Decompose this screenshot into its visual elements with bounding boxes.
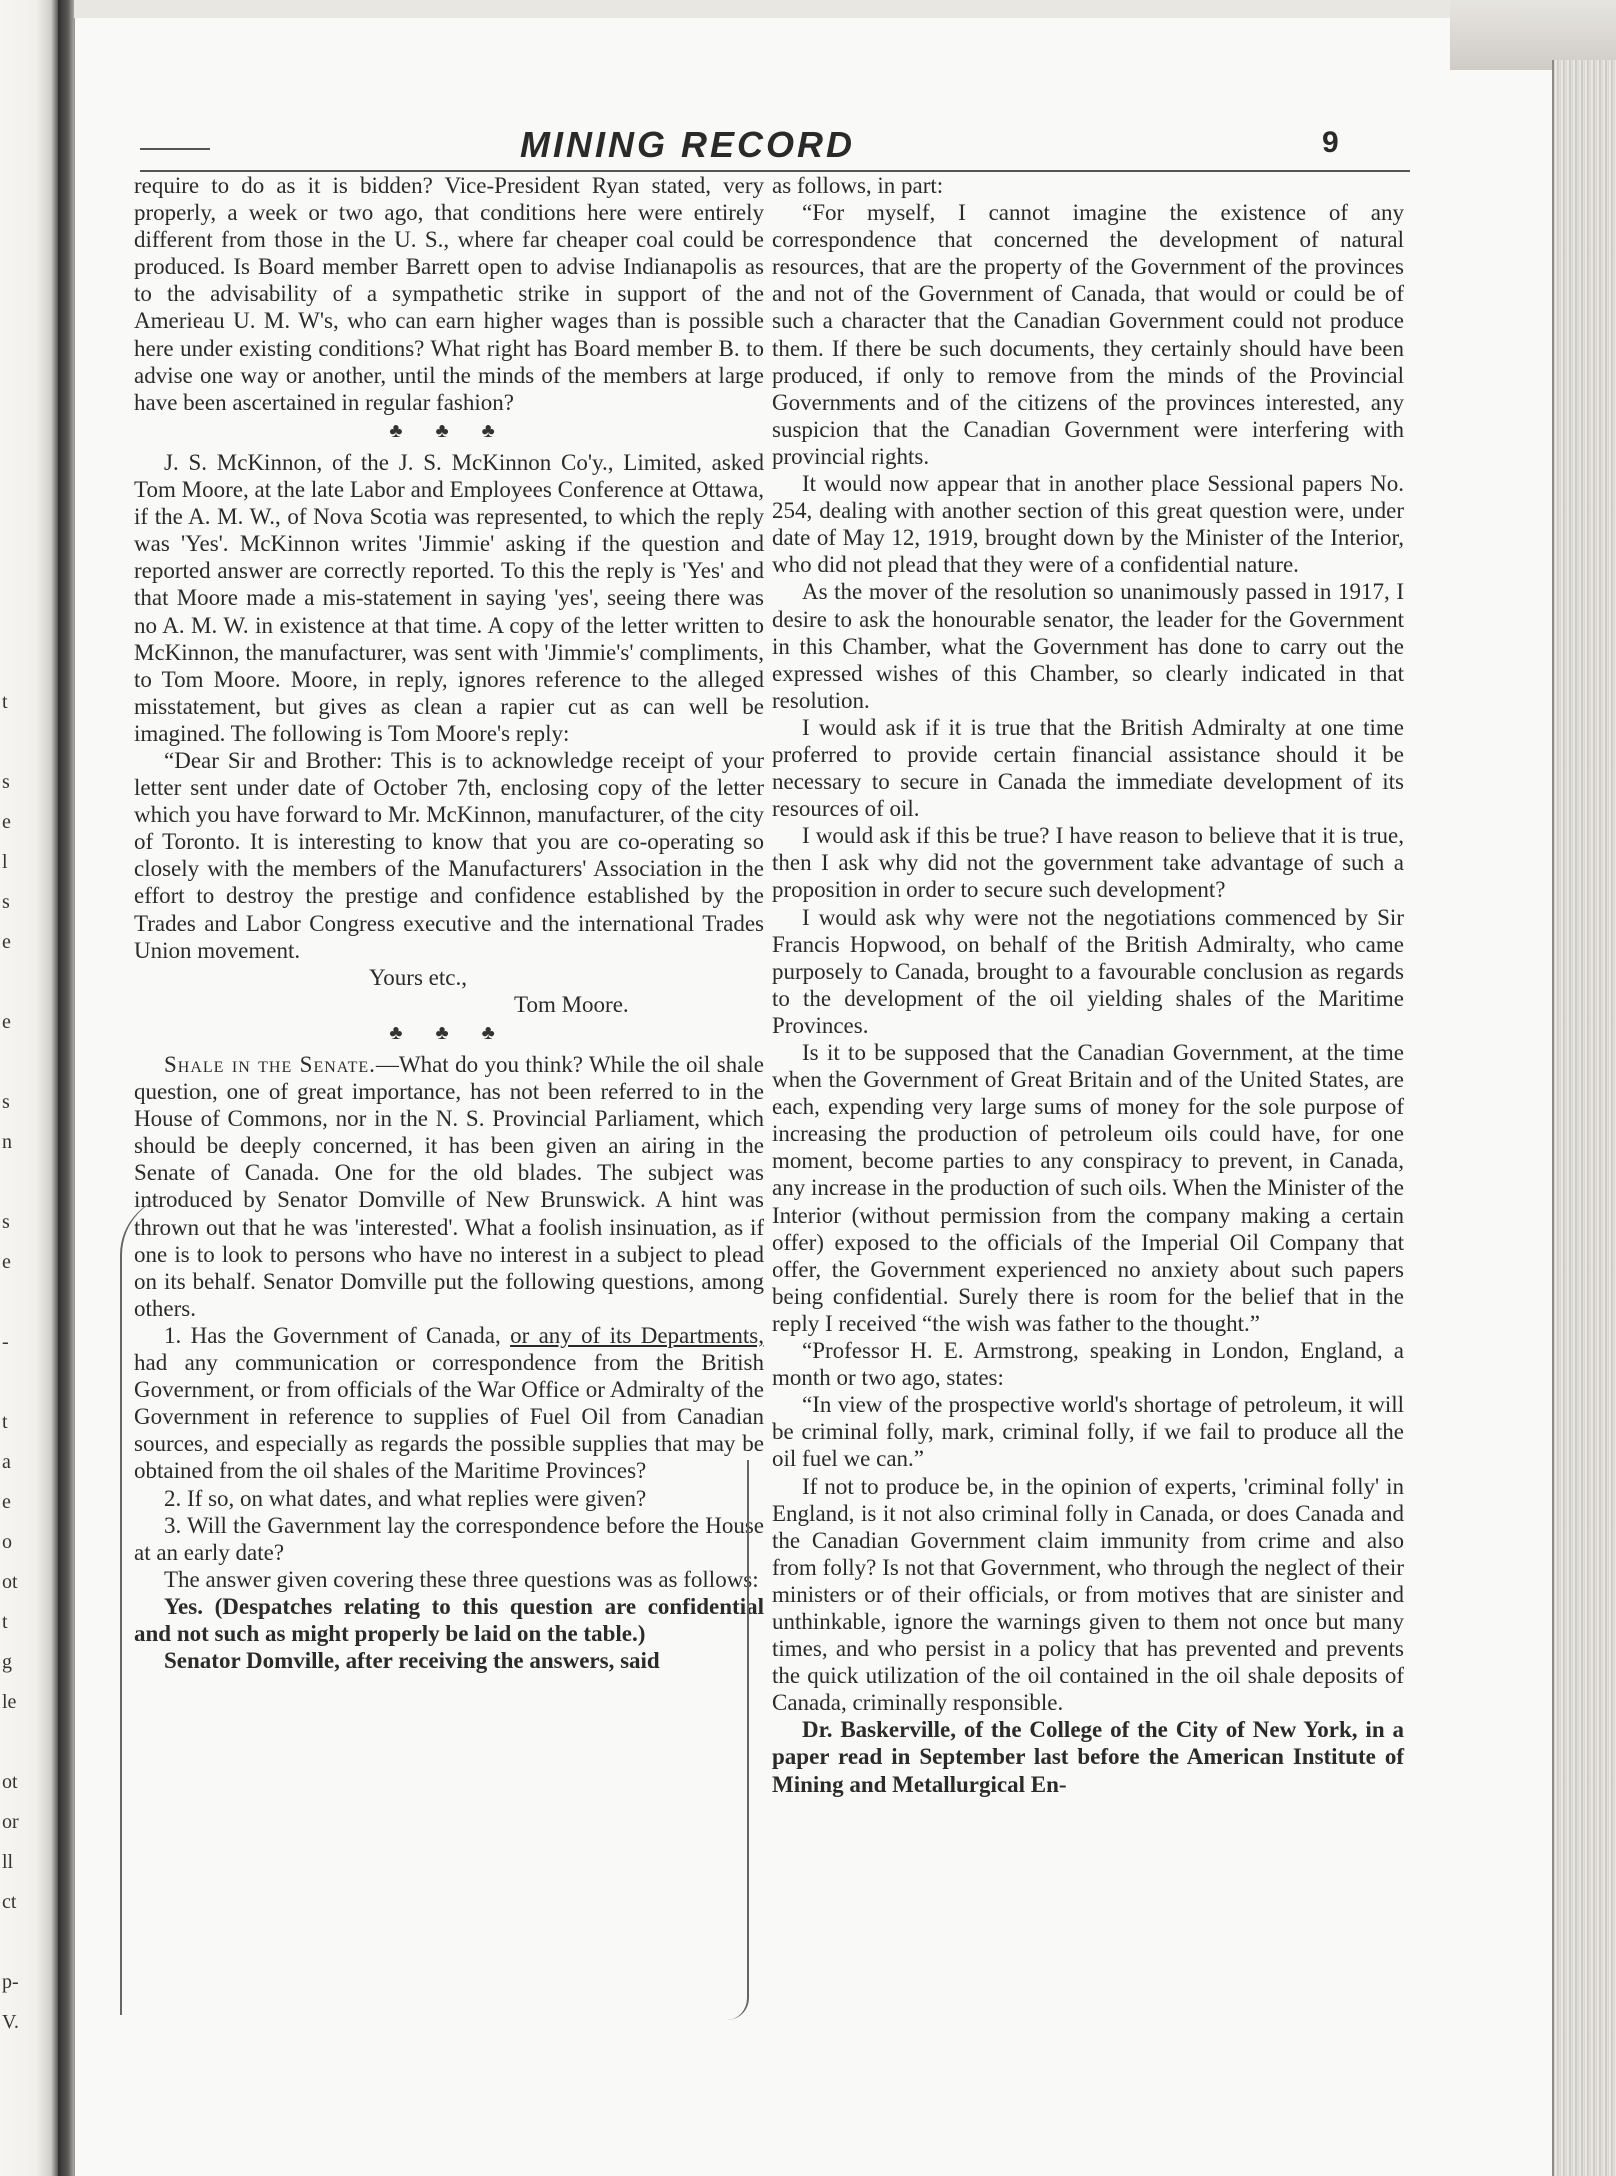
paragraph-quote: “In view of the prospective world's shortage of petroleum, it will be criminal folly, mark, criminal folly, if we fail to produce all the oil fuel we can.” <box>772 1392 1404 1472</box>
left-column <box>134 172 764 1674</box>
answer-intro: The answer given covering these three questions was as follows: <box>164 1566 759 1592</box>
facing-page-fragment: s <box>2 1211 10 1233</box>
domville-remarks-intro: Senator Domville, after receiving the answers, said <box>164 1648 660 1674</box>
question-1 <box>134 1322 764 1485</box>
facing-page-fragment: le <box>2 1691 17 1713</box>
facing-page-fragment: s <box>2 771 10 793</box>
facing-page-fragment: e <box>2 1251 11 1273</box>
paragraph-conspiracy: Is it to be supposed that the Canadian Government, at the time when the Government of Great Britain and of the United States, are each, expending very large sums of money for the sole purpose of increasing the production of petroleum oils could have, for one moment, become parties to any conspiracy to prevent, in Canada, any increase in the production of such oils. When the Minister of the Interior (without permission from the company making a certain offer) exposed to the officials of the Imperial Oil Company that offer, the Government experienced no anxiety about such papers being confidential. Surely there is room for the belief that in the reply I received “the wish was father to the thought.” <box>772 1040 1404 1336</box>
facing-page-edge <box>0 0 60 2176</box>
facing-page-fragment: n <box>2 1131 12 1153</box>
paragraph-resolution: As the mover of the resolution so unanimously passed in 1917, I desire to ask the honourable senator, the leader for the Government in this Chamber, what the Government has done to carry out the expressed wishes of this Chamber, so clearly indicated in that resolution. <box>772 579 1404 713</box>
facing-page-fragment: t <box>2 1611 8 1633</box>
page-stack-edge <box>1552 60 1616 2176</box>
question-2: 2. If so, on what dates, and what replies were given? <box>164 1485 647 1511</box>
section-ornament: ♣ ♣ ♣ <box>389 419 509 442</box>
running-head-dash <box>140 148 210 150</box>
facing-page-fragment: a <box>2 1451 11 1473</box>
facing-page-fragment: e <box>2 811 11 833</box>
facing-page-fragment: ct <box>2 1891 17 1913</box>
section-ornament: ♣ ♣ ♣ <box>389 1021 509 1044</box>
facing-page-fragment: V. <box>2 2011 19 2033</box>
facing-page-fragment: o <box>2 1531 12 1553</box>
answer-text: Yes. (Despatches relating to this question are confidential and not such as might properly be laid on the table.) <box>134 1593 764 1646</box>
facing-page-fragment: ot <box>2 1771 18 1793</box>
facing-page-fragment: e <box>2 931 11 953</box>
section-heading: Shale in the Senate. <box>164 1052 376 1077</box>
paragraph-if-true: I would ask if this be true? I have reason to believe that it is true, then I ask why did not the government take advantage of such a proposition in order to secure such development? <box>772 823 1404 903</box>
facing-page-fragment: - <box>2 1331 9 1353</box>
question-1-underlined: or any of its Departments, <box>510 1322 764 1348</box>
facing-page-fragment: g <box>2 1651 12 1673</box>
facing-page-fragment: p- <box>2 1971 19 1993</box>
facing-page-fragment: e <box>2 1011 11 1033</box>
facing-page-fragment: l <box>2 851 8 873</box>
paragraph-correspondence: “For myself, I cannot imagine the existence of any correspondence that concerned the development of natural resources, that are the property of the Government of the provinces and not of the Government of Canada, that would or could be of such a character that the Canadian Government could not produce them. If there be such documents, they certainly should have been produced, if only to remove from the minds of the Provincial Governments and of the citizens of the provinces interested, any suspicion that the Canadian Government were interfering with provincial rights. <box>772 200 1404 469</box>
paragraph-sessional-papers: It would now appear that in another place Sessional papers No. 254, dealing with another section of this great question were, under date of May 12, 1919, brought down by the Minister of the Interior, who did not plead that they were of a confidential nature. <box>772 471 1404 578</box>
journal-title: MINING RECORD <box>520 124 855 165</box>
facing-page-fragment: s <box>2 1091 10 1113</box>
paragraph-hopwood: I would ask why were not the negotiations commenced by Sir Francis Hopwood, on behalf of the British Admiralty, who came purposely to Canada, brought to a favourable conclusion as regards to the development of the oil yielding shales of the Maritime Provinces. <box>772 904 1404 1038</box>
facing-page-fragment: ot <box>2 1571 18 1593</box>
paragraph-criminal-folly: If not to produce be, in the opinion of experts, 'criminal folly' in England, is it not also criminal folly in Canada, or does Canada and the Canadian Government claim immunity from crime and also from folly? Is not that Government, who through the neglect of their ministers or of their officials, or from motives that are sinister and unthinkable, ignore the warnings given to them not once but many times, and who persist in a policy that has prevented and prevents the quick utilization of the oil contained in the oil shale deposits of Canada, criminally responsible. <box>772 1473 1404 1716</box>
facing-page-fragment: e <box>2 1491 11 1513</box>
page-number: 9 <box>1322 126 1339 159</box>
paragraph-admiralty: I would ask if it is true that the British Admiralty at one time proferred to provide certain financial assistance should it be necessary to secure in Canada the immediate development of its resources of oil. <box>772 714 1404 822</box>
paragraph-as-follows: as follows, in part: <box>772 173 944 198</box>
section-text: —What do you think? While the oil shale question, one of great importance, has not been referred to in the House of Commons, nor in the N. S. Provincial Parliament, which should be deeply concerned, it has been given an airing in the Senate of Canada. One for the old blades. The subject was introduced by Senator Domville of New Brunswick. A hint was thrown out that he was 'interested'. What a foolish insinuation, as if one is to look to persons who have no interest in a subject to plead on its behalf. Senator Domville put the following questions, among others. <box>134 1052 764 1321</box>
facing-page-fragment: t <box>2 1411 8 1433</box>
paragraph-mckinnon: J. S. McKinnon, of the J. S. McKinnon Co'y., Limited, asked Tom Moore, at the late Labor and Employees Conference at Ottawa, if the A. M. W., of Nova Scotia was represented, to which the reply was 'Yes'. McKinnon writes 'Jimmie' asking if the question and reported answer are correctly reported. To this the reply is 'Yes' and that Moore made a mis-statement in saying 'yes', seeing there was no A. M. W. in existence at that time. A copy of the letter written to McKinnon, the manufacturer, was sent with 'Jimmie's' compliments, to Tom Moore. Moore, in reply, ignores reference to the alleged misstatement, but gives as clean a rapier cut as can well be imagined. The following is Tom Moore's reply: <box>134 449 764 746</box>
paragraph-baskerville: Dr. Baskerville, of the College of the City of New York, in a paper read in September last before the American Institute of Mining and Metallurgical En- <box>772 1717 1404 1797</box>
running-head <box>140 124 1410 170</box>
paragraph-moore-letter: “Dear Sir and Brother: This is to acknowledge receipt of your letter sent under date of October 7th, enclosing copy of the letter which you have forward to Mr. McKinnon, manufacturer, of the city of Toronto. It is interesting to know that you are co-operating so closely with the members of the Manufacturers' Association in the effort to destroy the prestige and confidence established by the Trades and Labor Congress executive and the international Trades Union movement. <box>134 747 764 963</box>
question-1-text-cont: had any communication or correspondence from the British Government, or from officials of the War Office or Admiralty of the Government in reference to supplies of Fuel Oil from Canadian sources, and especially as regards the possible supplies that may be obtained from the oil shales of the Maritime Provinces? <box>134 1350 764 1484</box>
letter-closing: Yours etc., <box>369 964 467 990</box>
facing-page-fragment: or <box>2 1811 19 1833</box>
facing-page-fragment: t <box>2 691 8 713</box>
paragraph-coal-strike: require to do as it is bidden? Vice-President Ryan stated, very properly, a week or two ago, that conditions here were entirely different from those in the U. S., where far cheaper coal could be produced. Is Board member Barrett open to advise Indianapolis as to the advisability of a sympathetic strike in support of the Amerieau U. M. W's, who can earn higher wages than is possible here under existing conditions? What right has Board member B. to advise one way or another, until the minds of the members at large have been ascertained in regular fashion? <box>134 173 764 415</box>
letter-signature: Tom Moore. <box>514 991 629 1017</box>
question-1-text: 1. Has the Government of Canada, <box>164 1322 511 1348</box>
book-spine <box>58 0 74 2176</box>
right-column <box>772 172 1404 1798</box>
facing-page-fragment: ll <box>2 1851 14 1873</box>
paragraph-armstrong: “Professor H. E. Armstrong, speaking in London, England, a month or two ago, states: <box>772 1338 1404 1391</box>
paragraph-shale-senate <box>134 1051 764 1322</box>
question-3: 3. Will the Gavernment lay the correspondence before the House at an early date? <box>134 1512 764 1565</box>
facing-page-fragment: s <box>2 891 10 913</box>
